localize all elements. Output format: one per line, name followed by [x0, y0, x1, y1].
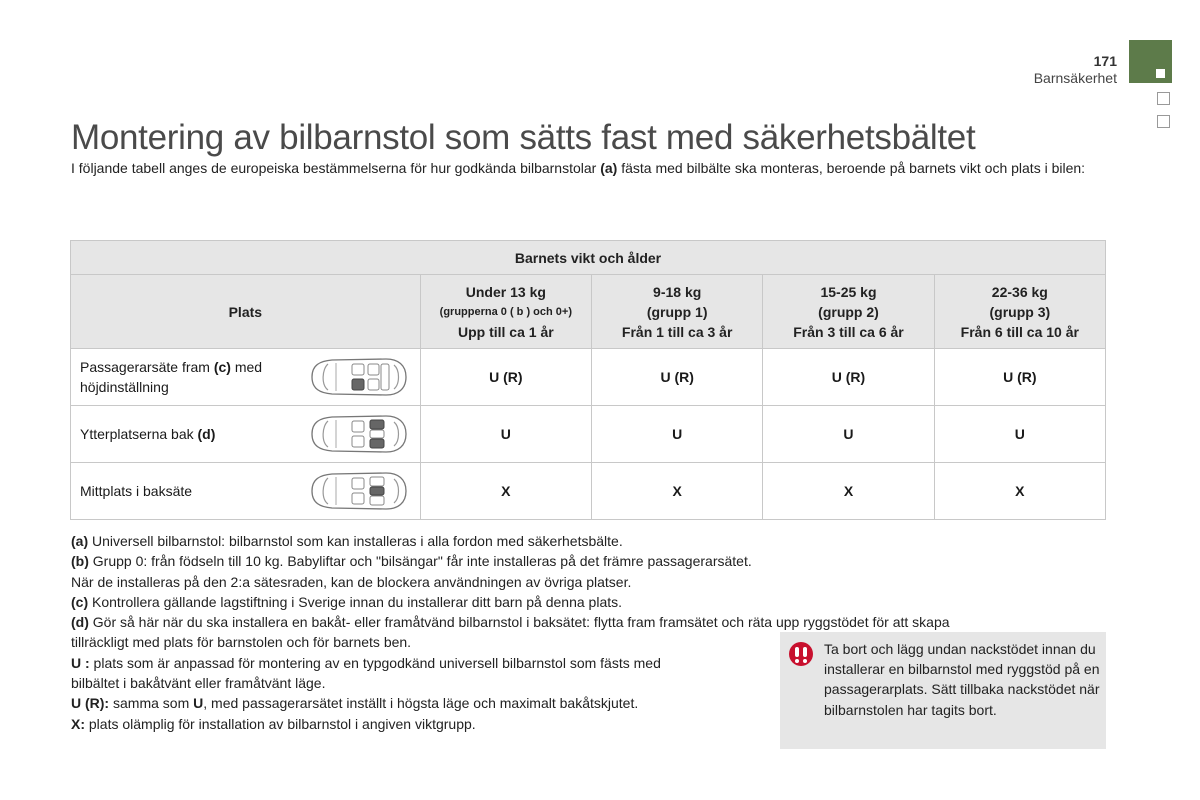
table-cell: X [934, 463, 1105, 520]
chapter-tab-box [1157, 92, 1170, 105]
page-number: 171 [1093, 53, 1117, 69]
table-cell: X [420, 463, 591, 520]
column-header: 9-18 kg (grupp 1) Från 1 till ca 3 år [592, 275, 763, 349]
chapter-tab-active [1129, 40, 1172, 83]
warning-icon [789, 642, 813, 666]
row-place-cell: Ytterplatserna bak (d) [71, 406, 421, 463]
table-cell: U [934, 406, 1105, 463]
table-place-header: Plats [71, 275, 421, 349]
row-place-cell: Mittplats i baksäte [71, 463, 421, 520]
row-place-cell: Passagerarsäte fram (c) med höjdinställning [71, 349, 421, 406]
legend-ur: U (R): samma som U, med passagerarsätet inställt i högsta läge och maximalt bakåtskjutet. [71, 695, 639, 712]
warning-text: Ta bort och lägg undan nackstödet innan du installerar en bilbarnstol med ryggstöd på en passagerarplats. Sätt tillbaka nackstödet när bilbarnstolen har tagits bort. [824, 641, 1100, 718]
column-header: 22-36 kg (grupp 3) Från 6 till ca 10 år [934, 275, 1105, 349]
column-header: Under 13 kg (grupperna 0 ( b ) och 0+) Upp till ca 1 år [420, 275, 591, 349]
table-cell: U (R) [934, 349, 1105, 406]
table-row [71, 349, 1106, 406]
legend-u: U : plats som är anpassad för montering av en typgodkänd universell bilbarnstol som fästs med [71, 654, 661, 671]
car-front-seat-icon [306, 353, 410, 401]
section-name: Barnsäkerhet [1033, 70, 1117, 86]
footnote-d-continued: tillräckligt med plats för barnstolen och för barnets ben. [71, 634, 412, 651]
table-cell: U (R) [763, 349, 934, 406]
legend-x: X: plats olämplig för installation av bilbarnstol i angiven viktgrupp. [71, 715, 476, 732]
car-rear-middle-seat-icon [306, 467, 410, 515]
legend-u-continued: bilbältet i bakåtvänt eller framåtvänt läge. [71, 675, 326, 692]
table-cell: U (R) [592, 349, 763, 406]
table-cell: U (R) [420, 349, 591, 406]
table-cell: U [592, 406, 763, 463]
footnote-c: (c) Kontrollera gällande lagstiftning i Sverige innan du installerar ditt barn på denna plats. [71, 593, 623, 610]
table-row [71, 406, 1106, 463]
footnote-d: (d) Gör så här när du ska installera en bakåt- eller framåtvänd bilbarnstol i baksätet: flytta fram framsätet och räta upp ryggstödet för att skapa [71, 614, 950, 631]
car-rear-outer-seats-icon [306, 410, 410, 458]
table-cell: U [763, 406, 934, 463]
footnote-b: (b) Grupp 0: från födseln till 10 kg. Babyliftar och "bilsängar" får inte installeras på det främre passagerarsätet. [71, 553, 752, 570]
page-title: Montering av bilbarnstol som sätts fast med säkerhetsbältet [71, 118, 976, 157]
seat-table [70, 240, 1106, 520]
table-cell: X [592, 463, 763, 520]
table-cell: U [420, 406, 591, 463]
table-cell: X [763, 463, 934, 520]
footnote-a: (a) Universell bilbarnstol: bilbarnstol som kan installeras i alla fordon med säkerhetsbälte. [71, 533, 623, 549]
intro-paragraph: I följande tabell anges de europeiska bestämmelserna för hur godkända bilbarnstolar (a) fästa med bilbälte ska monteras, beroende på barnets vikt och plats i bilen: [71, 160, 1086, 176]
column-header: 15-25 kg (grupp 2) Från 3 till ca 6 år [763, 275, 934, 349]
table-row [71, 463, 1106, 520]
warning-box [780, 632, 1106, 749]
chapter-tab-box [1157, 115, 1170, 128]
footnote-b-continued: När de installeras på den 2:a sätesraden, kan de blockera användningen av övriga platser. [71, 573, 632, 590]
table-group-header: Barnets vikt och ålder [71, 241, 1106, 275]
